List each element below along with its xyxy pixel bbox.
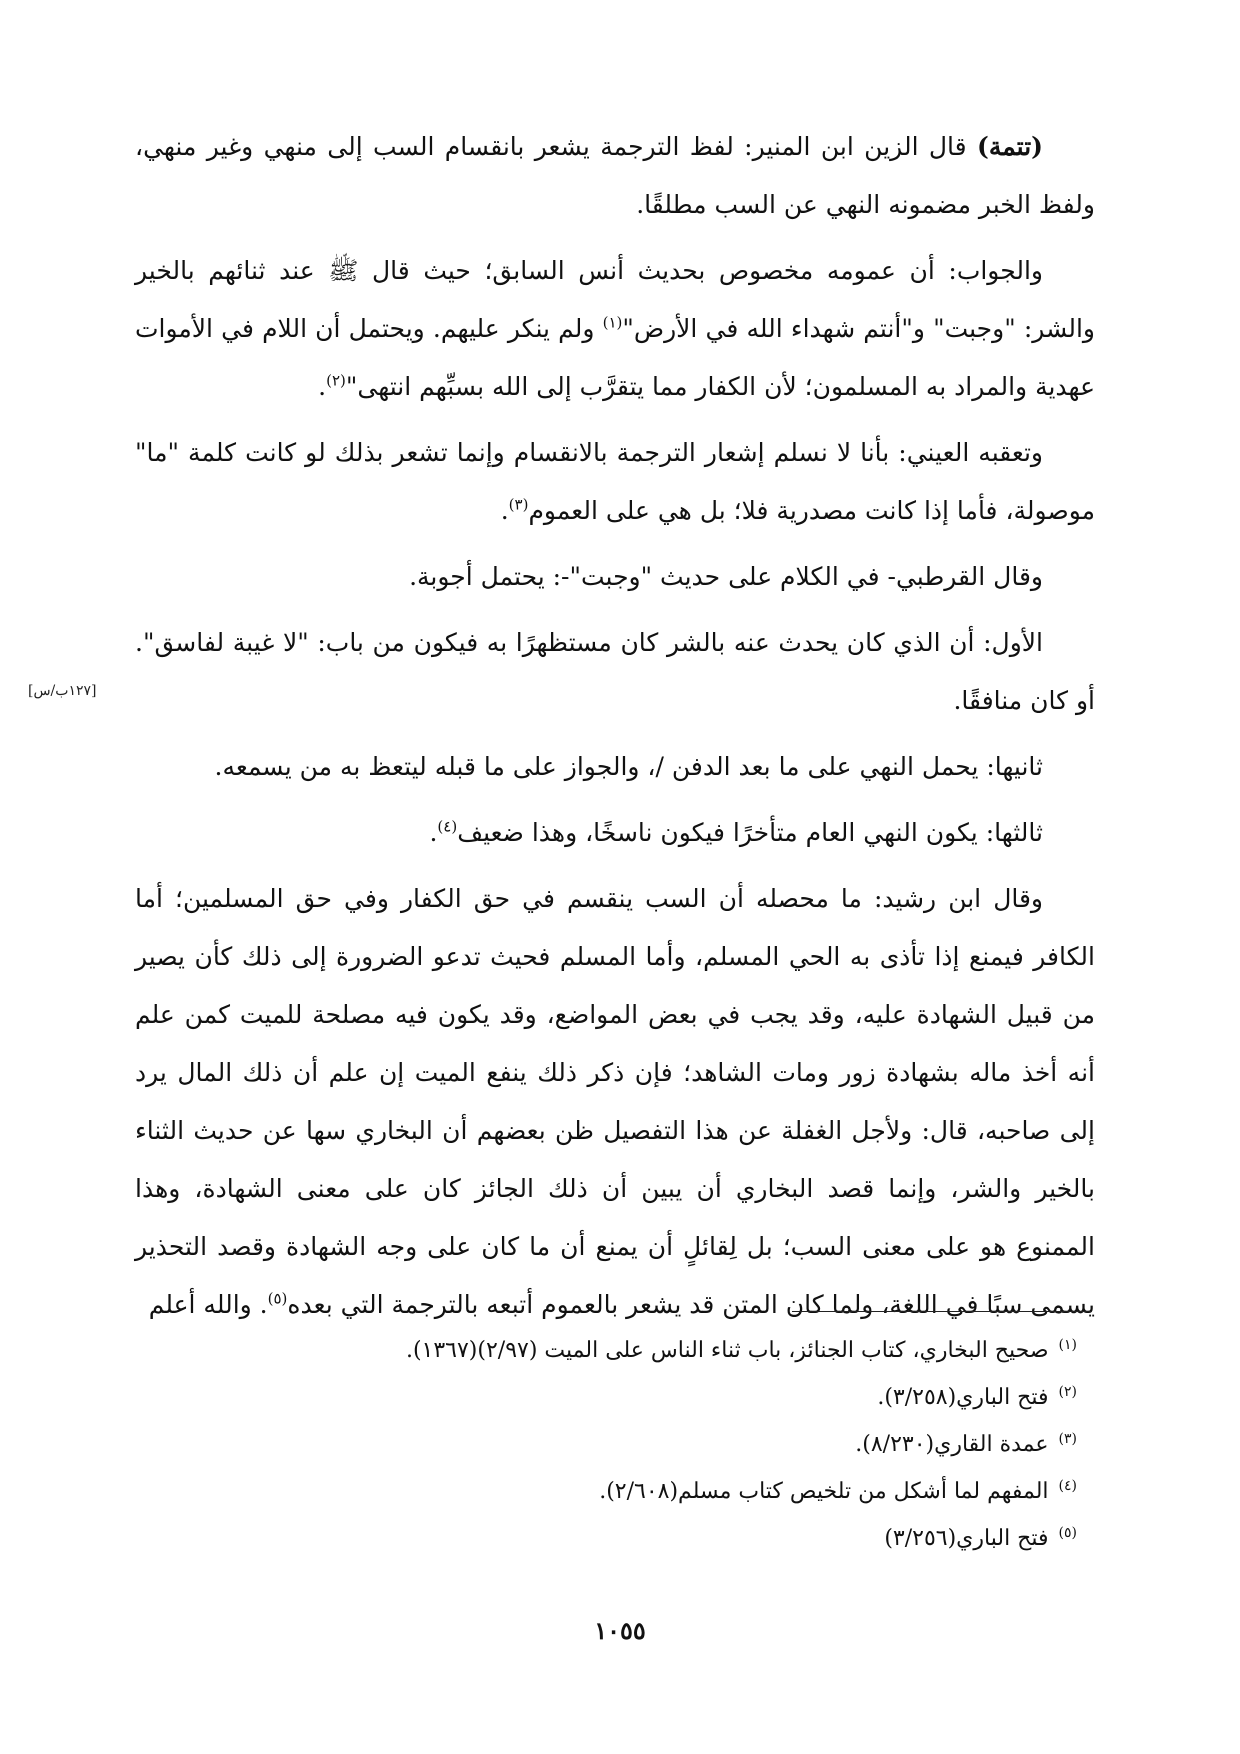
paragraph-text: . bbox=[500, 496, 509, 525]
page-number: ١٠٥٥ bbox=[594, 1616, 646, 1645]
footnote-text: عمدة القاري(٨/٢٣٠). bbox=[855, 1432, 1049, 1457]
paragraph-qurtubi bbox=[135, 548, 1095, 606]
paragraph-text: الأول: أن الذي كان يحدث عنه بالشر كان مستظهرًا به فيكون من باب: "لا غيبة لفاسق". أو كان منافقًا. bbox=[135, 628, 1095, 715]
paragraph-text: . والله أعلم bbox=[148, 1290, 268, 1319]
paragraph-text: ثانيها: يحمل النهي على ما بعد الدفن /، والجواز على ما قبله ليتعظ به من يسمعه. bbox=[214, 752, 1043, 781]
paragraph-first bbox=[135, 614, 1095, 730]
footnote-ref[interactable]: (٥) bbox=[267, 1289, 288, 1308]
paragraph-text: وتعقبه العيني: بأنا لا نسلم إشعار الترجمة بالانقسام وإنما تشعر بذلك لو كانت كلمة "ما" موصولة، فأما إذا كانت مصدرية فلا؛ بل هي على العموم bbox=[135, 438, 1095, 525]
footnote-item bbox=[135, 1327, 1095, 1374]
footnote-text: المفهم لما أشكل من تلخيص كتاب مسلم(٢/٦٠٨). bbox=[599, 1479, 1049, 1504]
paragraph-text: . bbox=[429, 818, 438, 847]
paragraph-third bbox=[135, 804, 1095, 862]
paragraph-text: قال الزين ابن المنير: لفظ الترجمة يشعر بانقسام السب إلى منهي وغير منهي، ولفظ الخبر مضمونه النهي عن السب مطلقًا. bbox=[135, 132, 1095, 219]
paragraph-second bbox=[135, 738, 1095, 796]
footnote-number: (٤) bbox=[1058, 1477, 1077, 1494]
paragraph-text: والجواب: أن عمومه مخصوص بحديث أنس السابق؛ حيث قال ﷺ عند ثنائهم بالخير والشر: "وجبت" و"أنتم شهداء الله في الأرض" bbox=[135, 256, 1096, 343]
manuscript-folio-note: [١٢٧ب/س] bbox=[28, 683, 97, 699]
footnote-ref[interactable]: (٤) bbox=[437, 817, 458, 836]
bold-lead: (تتمة) bbox=[976, 132, 1043, 161]
footnote-item bbox=[135, 1374, 1095, 1421]
paragraph-text: وقال القرطبي- في الكلام على حديث "وجبت"-: يحتمل أجوبة. bbox=[409, 562, 1043, 591]
footnote-divider bbox=[792, 1311, 1092, 1312]
main-text bbox=[135, 118, 1095, 1342]
footnote-text: فتح الباري(٣/٢٥٨). bbox=[877, 1385, 1049, 1410]
footnote-text: صحيح البخاري، كتاب الجنائز، باب ثناء الناس على الميت (٢/٩٧)(١٣٦٧). bbox=[405, 1338, 1049, 1363]
paragraph-tatimma bbox=[135, 118, 1095, 234]
footnote-number: (٥) bbox=[1058, 1524, 1077, 1541]
footnote-ref[interactable]: (٣) bbox=[508, 495, 529, 514]
footnote-number: (٣) bbox=[1058, 1430, 1077, 1447]
paragraph-text: ولم ينكر عليهم. ويحتمل أن اللام في الأموات عهدية والمراد به المسلمون؛ لأن الكفار مما يتقرَّب إلى الله بسبِّهم انتهى" bbox=[135, 314, 1095, 401]
paragraph-ibn-rashid bbox=[135, 870, 1095, 1334]
footnote-item bbox=[135, 1468, 1095, 1515]
paragraph-text: . bbox=[318, 372, 327, 401]
footnote-ref[interactable]: (٢) bbox=[326, 371, 346, 390]
paragraph-answer bbox=[135, 242, 1095, 416]
footnote-number: (٢) bbox=[1058, 1383, 1077, 1400]
footnote-item bbox=[135, 1421, 1095, 1468]
paragraph-text: ثالثها: يكون النهي العام متأخرًا فيكون ناسخًا، وهذا ضعيف bbox=[457, 818, 1043, 847]
footnote-ref[interactable]: (١) bbox=[602, 313, 623, 332]
footnote-number: (١) bbox=[1058, 1336, 1077, 1353]
footnote-item bbox=[135, 1515, 1095, 1562]
paragraph-aini bbox=[135, 424, 1095, 540]
footnote-text: فتح الباري(٣/٢٥٦) bbox=[884, 1526, 1049, 1551]
footnotes-section bbox=[135, 1327, 1095, 1562]
paragraph-text: وقال ابن رشيد: ما محصله أن السب ينقسم في حق الكفار وفي حق المسلمين؛ أما الكافر فيمنع إذا تأذى به الحي المسلم، وأما المسلم فحيث تدعو الضرورة إلى ذلك كأن يصير من قبيل الشهادة عليه، وقد يجب في بعض المواضع، وقد يكون فيه مصلحة للميت كمن علم أنه أخذ ماله بشهادة زور ومات الشاهد؛ فإن ذكر ذلك ينفع الميت إن علم أن ذلك المال يرد إلى صاحبه، قال: ولأجل الغفلة عن هذا التفصيل ظن بعضهم أن البخاري سها عن حديث الثناء بالخير والشر، وإنما قصد البخاري أن يبين أن ذلك الجائز كان على معنى الشهادة، وهذا الممنوع هو على معنى السب؛ بل لِقائلٍ أن يمنع أن ما كان على وجه الشهادة وقصد التحذير يسمى سبًا في اللغة، ولما كان المتن قد يشعر بالعموم أتبعه بالترجمة التي بعده bbox=[135, 884, 1095, 1319]
